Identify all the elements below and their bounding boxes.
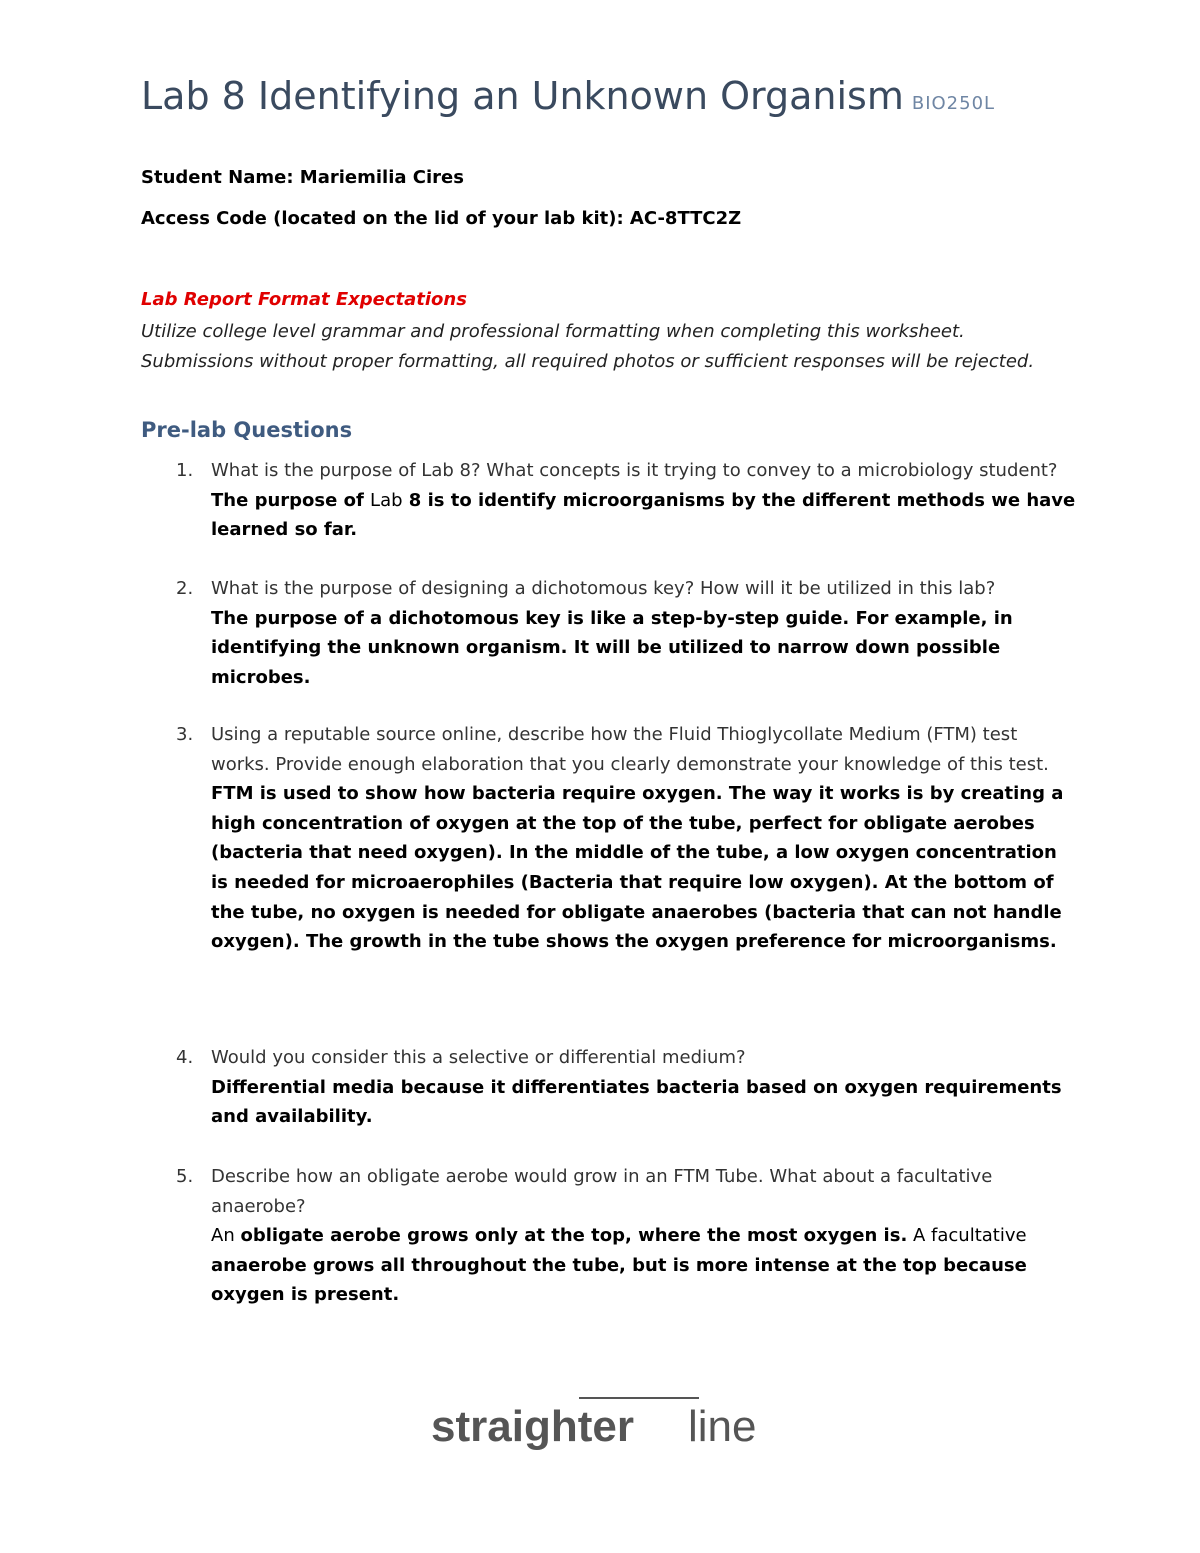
- question-item-4: [176, 1043, 1076, 1132]
- answer-text: Differential media because it differentiates bacteria based on oxygen requirements and availability.: [211, 1076, 1062, 1128]
- question-number: 4.: [176, 1047, 194, 1068]
- access-code-line: Access Code (located on the lid of your lab kit): AC-8TTC2Z: [141, 208, 742, 229]
- question-number: 1.: [176, 460, 194, 481]
- question-item-3: [176, 720, 1076, 957]
- logo-wordmark-bold: straighter: [431, 1402, 634, 1451]
- answer-part: obligate aerobe grows only at the top, where the most oxygen is.: [240, 1225, 908, 1247]
- title-row: [141, 74, 995, 118]
- question-item-5: [176, 1162, 1076, 1310]
- logo-wordmark-light: line: [688, 1402, 757, 1451]
- answer-part: anaerobe grows all throughout the tube, but is more intense at the top because oxygen is present.: [211, 1254, 1027, 1306]
- question-number: 2.: [176, 578, 194, 599]
- document-title: Lab 8 Identifying an Unknown Organism: [141, 74, 904, 118]
- question-text: Using a reputable source online, describe how the Fluid Thioglycollate Medium (FTM) test works. Provide enough elaboration that you clearly demonstrate your knowledge of this test.: [211, 724, 1049, 775]
- answer-part: The purpose of: [211, 489, 371, 511]
- question-text: What is the purpose of designing a dichotomous key? How will it be utilized in this lab?: [211, 578, 996, 599]
- question-item-1: [176, 456, 1076, 545]
- answer-part: A facultative: [907, 1225, 1027, 1247]
- answer-text: [211, 486, 1076, 545]
- prelab-heading: Pre-lab Questions: [141, 418, 353, 442]
- answer-text: [211, 1221, 1076, 1310]
- question-number: 5.: [176, 1166, 194, 1187]
- answer-text: FTM is used to show how bacteria require oxygen. The way it works is by creating a high concentration of oxygen at the top of the tube, perfect for obligate aerobes (bacteria that need oxygen). In the middle of the tube, a low oxygen concentration is needed for microaerophiles (Bacteria that require low oxygen). At the bottom of the tube, no oxygen is needed for obligate anaerobes (bacteria that can not handle oxygen). The growth in the tube shows the oxygen preference for microorganisms.: [211, 783, 1064, 953]
- question-number: 3.: [176, 724, 194, 745]
- question-text: Would you consider this a selective or differential medium?: [211, 1047, 746, 1068]
- expectations-text: Utilize college level grammar and professional formatting when completing this worksheet. Submissions without proper formatting, all required photos or sufficient responses will be rejected.: [141, 321, 1035, 372]
- question-item-2: [176, 574, 1076, 692]
- answer-part: 8 is to identify microorganisms by the different methods we have learned so far.: [211, 489, 1076, 541]
- question-text: Describe how an obligate aerobe would grow in an FTM Tube. What about a facultative anaerobe?: [211, 1166, 993, 1217]
- answer-part: An: [211, 1225, 241, 1247]
- expectations-heading: Lab Report Format Expectations: [141, 289, 467, 310]
- answer-text: The purpose of a dichotomous key is like a step-by-step guide. For example, in identifying the unknown organism. It will be utilized to narrow down possible microbes.: [211, 607, 1013, 688]
- student-name-line: Student Name: Mariemilia Cires: [141, 167, 464, 188]
- course-code: BIO250L: [911, 93, 996, 114]
- answer-part: Lab: [370, 489, 403, 511]
- straighterline-logo: [431, 1390, 771, 1460]
- question-text: What is the purpose of Lab 8? What concepts is it trying to convey to a microbiology student?: [211, 460, 1058, 481]
